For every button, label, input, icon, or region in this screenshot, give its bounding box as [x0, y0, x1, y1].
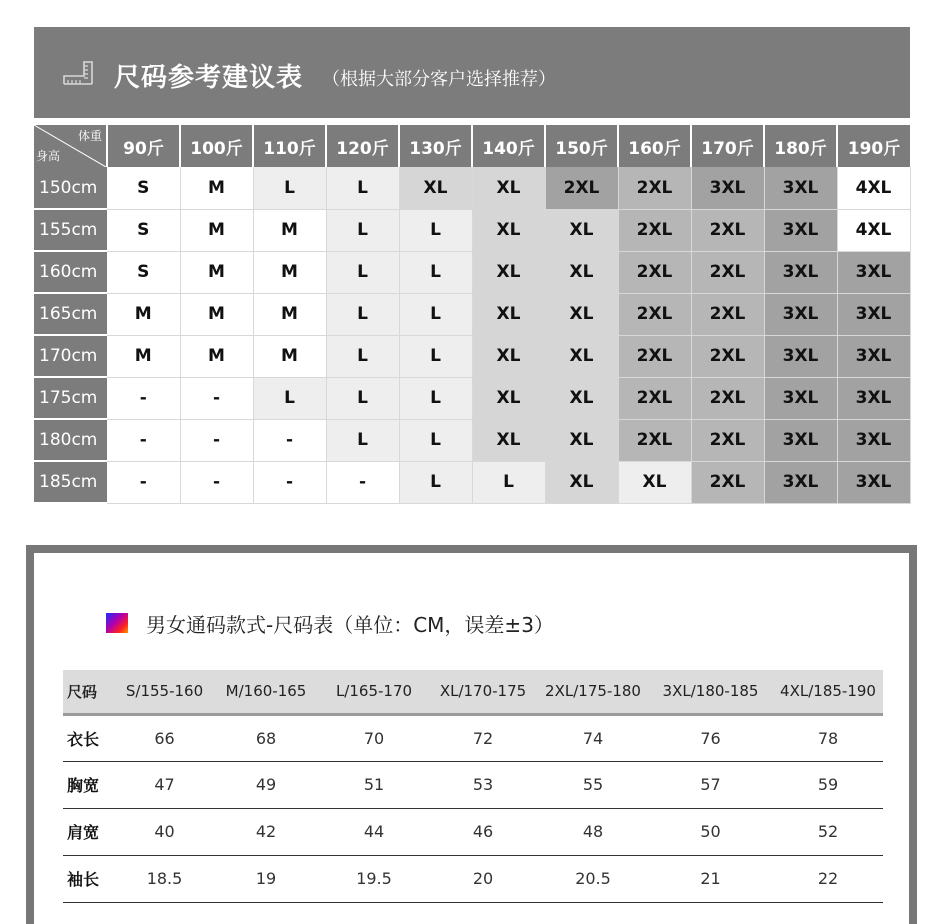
size-recommendation-cell: L [326, 293, 399, 335]
size-recommendation-cell: 2XL [691, 335, 764, 377]
size-recommendation-cell: L [253, 167, 326, 209]
size-recommendation-cell: 2XL [618, 419, 691, 461]
height-row-header: 175cm [34, 377, 107, 419]
size-recommendation-cell: 3XL [837, 377, 910, 419]
size-recommendation-cell: 2XL [691, 293, 764, 335]
size-recommendation-cell: L [399, 461, 472, 503]
size-recommendation-cell: - [180, 461, 253, 503]
measurement-value: 20 [428, 855, 538, 902]
height-row-header: 185cm [34, 461, 107, 503]
size-recommendation-cell: 2XL [691, 377, 764, 419]
measurement-label: 袖长 [63, 855, 117, 902]
size-recommendation-cell: L [399, 251, 472, 293]
height-row-header: 170cm [34, 335, 107, 377]
size-column-header: L/165-170 [320, 670, 428, 714]
size-column-header: S/155-160 [117, 670, 212, 714]
corner-height-label: 身高 [36, 149, 61, 163]
size-recommendation-cell: L [253, 377, 326, 419]
size-recommendation-cell: 2XL [545, 167, 618, 209]
measurement-value: 47 [117, 761, 212, 808]
size-recommendation-cell: XL [545, 209, 618, 251]
size-recommendation-cell: 2XL [618, 377, 691, 419]
size-recommendation-cell: XL [472, 209, 545, 251]
weight-table-row [34, 377, 910, 419]
measurement-value: 44 [320, 808, 428, 855]
size-recommendation-cell: 2XL [691, 251, 764, 293]
size-recommendation-cell: - [326, 461, 399, 503]
measurement-value: 70 [320, 714, 428, 761]
size-recommendation-cell: 4XL [837, 167, 910, 209]
size-recommendation-cell: XL [545, 335, 618, 377]
measurement-value: 50 [648, 808, 773, 855]
size-recommendation-cell: M [180, 167, 253, 209]
measurement-value: 68 [212, 714, 320, 761]
size-recommendation-cell: M [180, 293, 253, 335]
weight-header-cell: 90斤 [107, 125, 180, 167]
size-guide-title: 尺码参考建议表 [114, 63, 304, 93]
measurement-value: 22 [773, 855, 883, 902]
size-recommendation-cell: M [180, 209, 253, 251]
size-recommendation-cell: XL [472, 377, 545, 419]
measurement-value: 48 [538, 808, 648, 855]
measurement-value: 42 [212, 808, 320, 855]
size-recommendation-cell: - [107, 461, 180, 503]
size-recommendation-cell: XL [545, 461, 618, 503]
weight-table-body [34, 167, 910, 503]
height-row-header: 155cm [34, 209, 107, 251]
size-recommendation-cell: L [326, 377, 399, 419]
size-recommendation-cell: - [107, 419, 180, 461]
measurement-value: 49 [212, 761, 320, 808]
measurement-label: 衣长 [63, 714, 117, 761]
gradient-square-icon [106, 613, 128, 633]
size-recommendation-cell: M [107, 293, 180, 335]
size-recommendation-cell: M [253, 293, 326, 335]
measurement-value: 40 [117, 808, 212, 855]
size-recommendation-cell: XL [545, 419, 618, 461]
size-recommendation-cell: XL [472, 293, 545, 335]
size-recommendation-cell: S [107, 251, 180, 293]
measurement-table [63, 670, 883, 903]
size-recommendation-cell: 3XL [837, 419, 910, 461]
weight-table-row [34, 335, 910, 377]
size-recommendation-cell: L [399, 293, 472, 335]
size-recommendation-cell: 2XL [618, 335, 691, 377]
size-recommendation-cell: L [399, 419, 472, 461]
measurement-value: 59 [773, 761, 883, 808]
size-recommendation-cell: 3XL [764, 461, 837, 503]
size-recommendation-cell: XL [472, 251, 545, 293]
weight-header-cell: 170斤 [691, 125, 764, 167]
size-recommendation-cell: L [326, 209, 399, 251]
measurement-value: 20.5 [538, 855, 648, 902]
weight-table-row [34, 251, 910, 293]
weight-header-cell: 130斤 [399, 125, 472, 167]
height-row-header: 150cm [34, 167, 107, 209]
ruler-icon [62, 60, 94, 86]
weight-table-row [34, 167, 910, 209]
size-header-label: 尺码 [63, 670, 117, 714]
measurement-value: 52 [773, 808, 883, 855]
measurement-row [63, 808, 883, 855]
size-recommendation-cell: M [253, 251, 326, 293]
size-recommendation-cell: 3XL [764, 209, 837, 251]
height-row-header: 165cm [34, 293, 107, 335]
measurement-row [63, 855, 883, 902]
measurement-value: 21 [648, 855, 773, 902]
size-recommendation-cell: L [399, 209, 472, 251]
size-recommendation-cell: - [180, 377, 253, 419]
size-recommendation-cell: - [253, 419, 326, 461]
size-recommendation-cell: XL [545, 293, 618, 335]
weight-header-cell: 140斤 [472, 125, 545, 167]
measurement-value: 53 [428, 761, 538, 808]
measurement-value: 19 [212, 855, 320, 902]
size-recommendation-cell: XL [545, 251, 618, 293]
weight-header-cell: 110斤 [253, 125, 326, 167]
height-row-header: 160cm [34, 251, 107, 293]
size-column-header: XL/170-175 [428, 670, 538, 714]
size-column-header: 3XL/180-185 [648, 670, 773, 714]
weight-header-cell: 180斤 [764, 125, 837, 167]
measurement-value: 51 [320, 761, 428, 808]
size-recommendation-cell: 2XL [618, 293, 691, 335]
size-recommendation-cell: XL [618, 461, 691, 503]
size-recommendation-cell: M [253, 209, 326, 251]
size-recommendation-cell: XL [399, 167, 472, 209]
size-column-header: M/160-165 [212, 670, 320, 714]
measurement-row [63, 761, 883, 808]
measurement-value: 78 [773, 714, 883, 761]
size-recommendation-cell: 3XL [764, 167, 837, 209]
size-recommendation-cell: L [326, 335, 399, 377]
size-recommendation-cell: M [180, 335, 253, 377]
size-recommendation-cell: L [399, 377, 472, 419]
size-recommendation-cell: - [253, 461, 326, 503]
size-recommendation-cell: M [180, 251, 253, 293]
size-recommendation-cell: 3XL [764, 419, 837, 461]
size-recommendation-cell: 3XL [764, 377, 837, 419]
size-column-header: 2XL/175-180 [538, 670, 648, 714]
size-guide-header [34, 27, 910, 118]
weight-table-row [34, 461, 910, 503]
size-recommendation-cell: 3XL [837, 461, 910, 503]
size-recommendation-cell: M [253, 335, 326, 377]
size-recommendation-cell: S [107, 167, 180, 209]
size-recommendation-cell: 2XL [691, 461, 764, 503]
size-recommendation-cell: 4XL [837, 209, 910, 251]
weight-header-cell: 100斤 [180, 125, 253, 167]
size-recommendation-cell: L [472, 461, 545, 503]
size-recommendation-cell: L [326, 167, 399, 209]
measurement-value: 55 [538, 761, 648, 808]
corner-header-cell [34, 125, 107, 167]
corner-weight-label: 体重 [77, 129, 102, 143]
measurement-value: 57 [648, 761, 773, 808]
size-recommendation-cell: 2XL [618, 167, 691, 209]
measurement-value: 72 [428, 714, 538, 761]
weight-table-row [34, 293, 910, 335]
measurement-label: 胸宽 [63, 761, 117, 808]
size-recommendation-cell: 2XL [691, 419, 764, 461]
weight-table-row [34, 209, 910, 251]
measurement-label: 肩宽 [63, 808, 117, 855]
size-recommendation-cell: L [399, 335, 472, 377]
measurement-value: 18.5 [117, 855, 212, 902]
size-recommendation-cell: XL [545, 377, 618, 419]
weight-header-cell: 120斤 [326, 125, 399, 167]
size-recommendation-cell: 3XL [764, 251, 837, 293]
measurement-value: 66 [117, 714, 212, 761]
size-recommendation-cell: XL [472, 167, 545, 209]
size-recommendation-cell: 3XL [837, 251, 910, 293]
size-recommendation-cell: 3XL [764, 293, 837, 335]
size-recommendation-cell: 3XL [764, 335, 837, 377]
measurement-value: 46 [428, 808, 538, 855]
measurement-table-body [63, 714, 883, 902]
size-recommendation-cell: XL [472, 335, 545, 377]
measurement-value: 76 [648, 714, 773, 761]
size-guide-subtitle: （根据大部分客户选择推荐） [322, 69, 556, 90]
size-recommendation-cell: L [326, 251, 399, 293]
measurement-header-row [63, 670, 883, 714]
size-recommendation-cell: - [180, 419, 253, 461]
size-recommendation-cell: 2XL [618, 209, 691, 251]
weight-header-cell: 160斤 [618, 125, 691, 167]
size-column-header: 4XL/185-190 [773, 670, 883, 714]
size-recommendation-cell: - [107, 377, 180, 419]
weight-header-cell: 190斤 [837, 125, 910, 167]
measurement-row [63, 714, 883, 761]
measurement-title: 男女通码款式-尺码表（单位：CM，误差±3） [146, 613, 554, 637]
size-recommendation-cell: 2XL [691, 209, 764, 251]
size-recommendation-cell: 3XL [837, 335, 910, 377]
measurement-value: 19.5 [320, 855, 428, 902]
size-recommendation-cell: 2XL [618, 251, 691, 293]
size-recommendation-cell: 3XL [837, 293, 910, 335]
weight-table-row [34, 419, 910, 461]
height-row-header: 180cm [34, 419, 107, 461]
weight-height-size-table [34, 125, 911, 504]
size-recommendation-cell: L [326, 419, 399, 461]
size-recommendation-cell: 3XL [691, 167, 764, 209]
size-recommendation-cell: M [107, 335, 180, 377]
measurement-panel [26, 545, 917, 924]
weight-header-cell: 150斤 [545, 125, 618, 167]
size-recommendation-cell: S [107, 209, 180, 251]
size-recommendation-cell: XL [472, 419, 545, 461]
measurement-value: 74 [538, 714, 648, 761]
weight-header-row [34, 125, 910, 167]
